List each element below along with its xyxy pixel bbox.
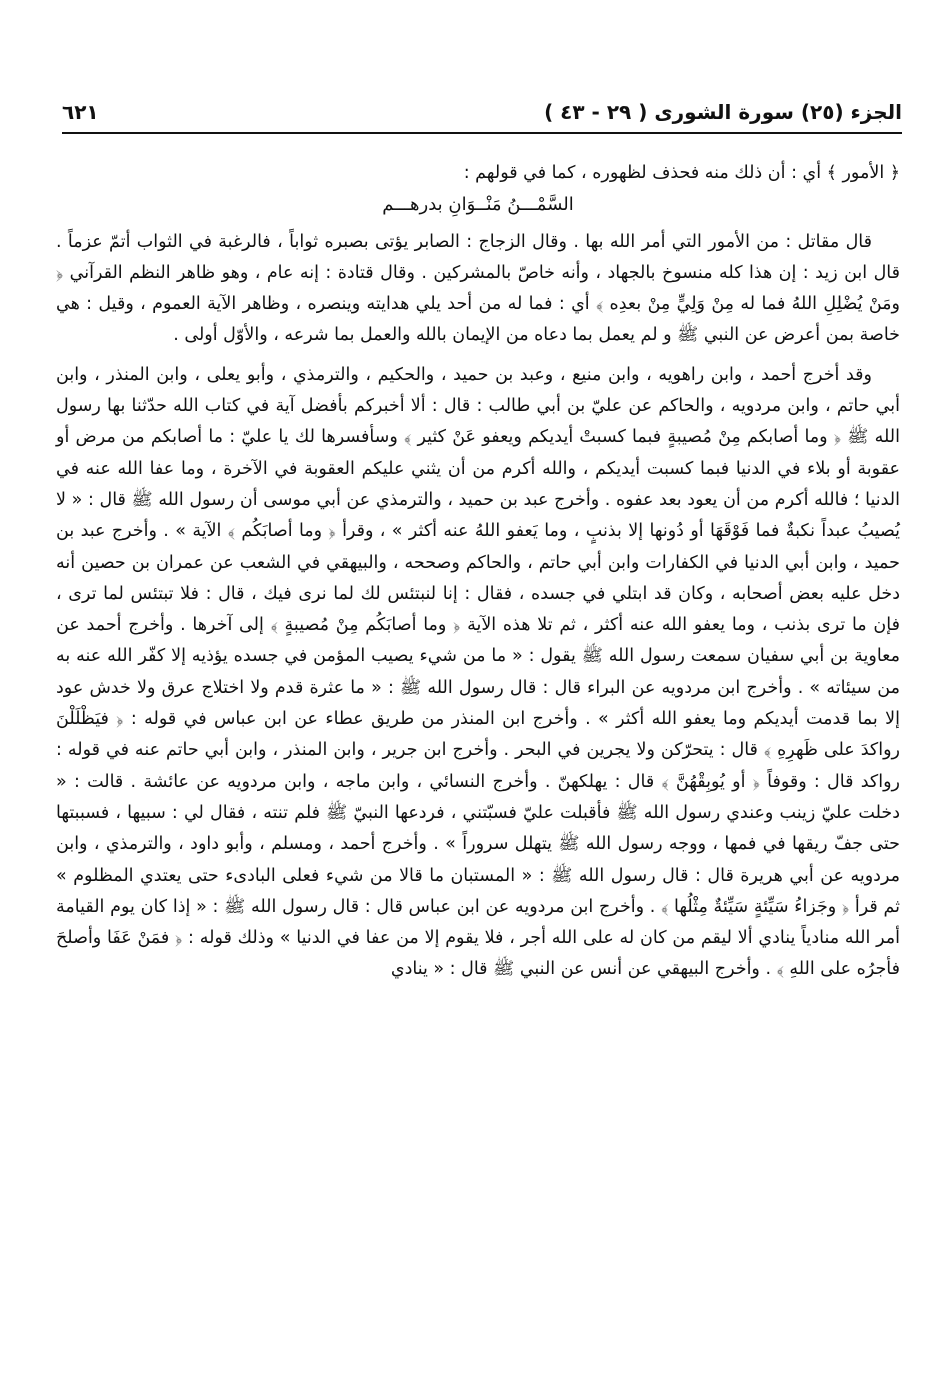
page-number: ٦٢١ bbox=[62, 100, 99, 124]
page-header bbox=[62, 96, 902, 136]
header-divider bbox=[62, 132, 902, 134]
running-header-title: الجزء (٢٥) سورة الشورى ( ٢٩ - ٤٣ ) bbox=[544, 100, 902, 124]
poetry-verse: السَّمْـــنُ مَنْــوَانِ بدرهـــم bbox=[382, 194, 574, 216]
paragraph-hadith-reports: وقد أخرج أحمد ، وابن راهويه ، وابن منيع ، وعبد بن حميد ، والحكيم ، والترمذي ، وأبو يعلى ، وابن المنذر ، وابن أبي حاتم ، وابن مردويه ، والحاكم عن عليّ بن أبي طالب : قال : ألا أخبركم بأفضل آية في كتاب الله حدّثنا بها رسول الله ﷺ ﴿ وما أصابكم مِنْ مُصيبةٍ فبما كسبتْ أيديكم ويعفو عَنْ كثير ﴾ وسأفسرها لك يا عليّ : ما أصابكم من مرض أو عقوبة أو بلاء في الدنيا فبما كسبت أيديكم ، والله أكرم من أن يثني عليكم العقوبة في الآخرة ، وما عفا الله عنه في الدنيا ؛ فالله أكرم من أن يعود بعد عفوه . وأخرج عبد بن حميد ، والترمذي عن أبي موسى أن رسول الله ﷺ قال : « لا يُصيبُ عبداً نكبةٌ فما فَوْقَهَا أو دُونها إلا بذنبٍ ، وما يَعفو اللهُ عنه أكثر » ، وقرأ ﴿ وما أصابَكُم ﴾ الآية » . وأخرج عبد بن حميد ، وابن أبي الدنيا في الكفارات وابن أبي حاتم ، والحاكم وصححه ، والبيهقي في الشعب عن عمران بن حصين أنه دخل عليه بعض أصحابه ، وكان قد ابتلي في جسده ، فقال : إنا لنبتئس لك لما نرى فيك ، قال : فلا تبتئس لما ترى ، فإن ما ترى بذنب ، وما يعفو الله عنه أكثر ، ثم تلا هذه الآية ﴿ وما أصابَكُم مِنْ مُصيبةٍ ﴾ إلى آخرها . وأخرج أحمد عن معاوية بن أبي سفيان سمعت رسول الله ﷺ يقول : « ما من شيء يصيب المؤمن في جسده يؤذيه إلا كفّر الله عنه به من سيئاته » . وأخرج ابن مردويه عن البراء قال : قال رسول الله ﷺ : « ما عثرة قدم ولا اختلاج عرق ولا خدش عود إلا بما قدمت أيديكم وما يعفو الله أكثر » . وأخرج ابن المنذر من طريق عطاء عن ابن عباس في قوله : ﴿ فيَظْلَلْنَ رواكدَ على ظَهرِهِ ﴾ قال : يتحرّكن ولا يجرين في البحر . وأخرج ابن جرير ، وابن المنذر ، وابن أبي حاتم عنه في قوله : رواكد قال : وقوفاً ﴿ أو يُوبِقْهُنَّ ﴾ قال : يهلكهنّ . وأخرج النسائي ، وابن ماجه ، وابن مردويه عن عائشة . قالت : « دخلت عليّ زينب وعندي رسول الله ﷺ فأقبلت عليّ فسبّتني ، فردعها النبيّ ﷺ فلم تنته ، فقال لي : سبيها ، فسببتها حتى جفّ ريقها في فمها ، ووجه رسول الله ﷺ يتهلل سروراً » . وأخرج أحمد ، ومسلم ، وأبو داود ، والترمذي ، وابن مردويه عن أبي هريرة قال : قال رسول الله ﷺ : « المستبان ما قالا من شيء فعلى البادىء حتى يعتدي المظلوم » ثم قرأ ﴿ وجَزاءُ سَيِّئةٍ سَيِّئةٌ مِثْلُها ﴾ . وأخرج ابن مردويه عن ابن عباس قال : قال رسول الله ﷺ : « إذا كان يوم القيامة أمر الله منادياً ينادي ألا ليقم من كان له على الله أجر ، فلا يقوم إلا من عفا في الدنيا » وذلك قوله : ﴿ فمَنْ عَفَا وأصلحَ فأجرُه على اللهِ ﴾ . وأخرج البيهقي عن أنس عن النبي ﷺ قال : « ينادي bbox=[56, 364, 900, 980]
page-body bbox=[56, 158, 900, 1336]
paragraph-commentary: قال مقاتل : من الأمور التي أمر الله بها . وقال الزجاج : الصابر يؤتى بصبره ثواباً ، فالرغبة في الثواب أتمّ عزماً . قال ابن زيد : إن هذا كله منسوخ بالجهاد ، وأنه خاصّ بالمشركين . وقال قتادة : إنه عام ، وهو ظاهر النظم القرآني ﴿ ومَنْ يُضْلِلِ اللهُ فما له مِنْ وَلِيٍّ مِنْ بعدِه ﴾ أي : فما له من أحد يلي هدايته وينصره ، وظاهر الآية العموم ، وقيل : هي خاصة بمن أعرض عن النبي ﷺ و لم يعمل بما دعاه من الإيمان بالله والعمل بما شرعه ، والأوّل أولى . bbox=[56, 231, 900, 346]
intro-line: ﴿ الأمور ﴾ أي : أن ذلك منه فحذف لظهوره ، كما في قولهم : bbox=[463, 163, 900, 183]
